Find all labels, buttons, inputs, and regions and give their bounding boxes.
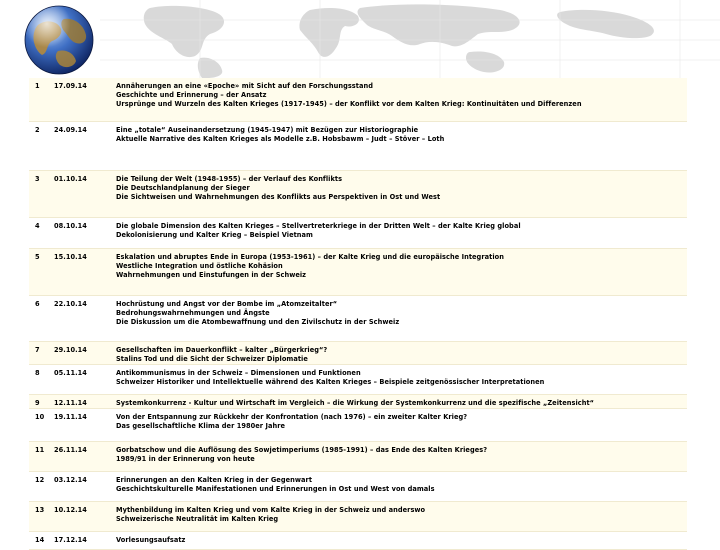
topic-line: Schweizer Historiker und Intellektuelle während des Kalten Krieges – Beispiele zeitgenössischer Interpretationen bbox=[116, 378, 545, 387]
topic-line: Eskalation und abruptes Ende in Europa (1953-1961) – der Kalte Krieg und die europäische Integration bbox=[116, 252, 504, 261]
session-date: 17.09.14 bbox=[51, 78, 113, 121]
topic-line: Geschichte und Erinnerung – der Ansatz bbox=[116, 91, 267, 100]
topic-line: Gorbatschow und die Auflösung des Sowjetimperiums (1985-1991) – das Ende des Kalten Krieges? bbox=[116, 446, 488, 455]
topic-line: Die Sichtweisen und Wahrnehmungen des Konflikts aus Perspektiven in Ost und West bbox=[116, 192, 441, 201]
session-topic bbox=[113, 217, 687, 248]
session-number: 14 bbox=[29, 532, 51, 550]
topic-line: Gesellschaften im Dauerkonflikt – kalter „Bürgerkrieg“? bbox=[116, 345, 328, 354]
topic-line: Stalins Tod und die Sicht der Schweizer Diplomatie bbox=[116, 354, 308, 363]
session-number: 9 bbox=[29, 394, 51, 408]
session-topic bbox=[113, 170, 687, 217]
topic-line: Vorlesungsaufsatz bbox=[116, 536, 186, 545]
session-date: 01.10.14 bbox=[51, 170, 113, 217]
topic-line: Das gesellschaftliche Klima der 1980er Jahre bbox=[116, 422, 286, 431]
session-topic bbox=[113, 394, 687, 408]
session-number: 13 bbox=[29, 502, 51, 532]
topic-line: Bedrohungswahrnehmungen und Ängste bbox=[116, 308, 270, 317]
session-date: 29.10.14 bbox=[51, 341, 113, 364]
table-row bbox=[29, 217, 687, 248]
topic-line: Systemkonkurrenz - Kultur und Wirtschaft im Vergleich – die Wirkung der Systemkonkurrenz und die spezifische „Zeitensicht“ bbox=[116, 398, 595, 407]
schedule-body bbox=[29, 78, 687, 550]
session-date: 26.11.14 bbox=[51, 442, 113, 472]
session-topic bbox=[113, 502, 687, 532]
session-number: 1 bbox=[29, 78, 51, 121]
topic-line: Schweizerische Neutralität im Kalten Krieg bbox=[116, 515, 279, 524]
session-number: 8 bbox=[29, 364, 51, 394]
session-topic bbox=[113, 409, 687, 442]
session-number: 12 bbox=[29, 472, 51, 502]
session-number: 3 bbox=[29, 170, 51, 217]
table-row bbox=[29, 341, 687, 364]
session-number: 4 bbox=[29, 217, 51, 248]
topic-line: Eine „totale“ Auseinandersetzung (1945-1947) mit Bezügen zur Historiographie bbox=[116, 125, 419, 134]
session-date: 03.12.14 bbox=[51, 472, 113, 502]
table-row bbox=[29, 394, 687, 408]
table-row bbox=[29, 409, 687, 442]
session-topic bbox=[113, 295, 687, 341]
topic-line: Die Teilung der Welt (1948-1955) – der Verlauf des Konflikts bbox=[116, 174, 343, 183]
session-date: 12.11.14 bbox=[51, 394, 113, 408]
lecture-schedule-table bbox=[29, 78, 687, 550]
session-date: 08.10.14 bbox=[51, 217, 113, 248]
session-number: 2 bbox=[29, 121, 51, 170]
session-number: 11 bbox=[29, 442, 51, 472]
globe-icon bbox=[24, 5, 94, 75]
table-row bbox=[29, 121, 687, 170]
table-row bbox=[29, 364, 687, 394]
topic-line: Westliche Integration und östliche Kohäsion bbox=[116, 261, 283, 270]
topic-line: Die Diskussion um die Atombewaffnung und den Zivilschutz in der Schweiz bbox=[116, 317, 400, 326]
session-date: 19.11.14 bbox=[51, 409, 113, 442]
session-date: 24.09.14 bbox=[51, 121, 113, 170]
topic-line: Aktuelle Narrative des Kalten Krieges als Modelle z.B. Hobsbawm – Judt – Stöver – Loth bbox=[116, 134, 445, 143]
session-topic bbox=[113, 472, 687, 502]
topic-line: Erinnerungen an den Kalten Krieg in der Gegenwart bbox=[116, 476, 313, 485]
session-topic bbox=[113, 442, 687, 472]
topic-line: Die Deutschlandplanung der Sieger bbox=[116, 183, 250, 192]
session-date: 05.11.14 bbox=[51, 364, 113, 394]
topic-line: Mythenbildung im Kalten Krieg und vom Kalte Krieg in der Schweiz und anderswo bbox=[116, 506, 426, 515]
session-number: 10 bbox=[29, 409, 51, 442]
topic-line: Antikommunismus in der Schweiz – Dimensionen und Funktionen bbox=[116, 368, 361, 377]
session-number: 7 bbox=[29, 341, 51, 364]
session-topic bbox=[113, 364, 687, 394]
table-row bbox=[29, 170, 687, 217]
header-banner bbox=[0, 0, 720, 78]
topic-line: Wahrnehmungen und Einstufungen in der Schweiz bbox=[116, 270, 307, 279]
session-topic bbox=[113, 532, 687, 550]
topic-line: Geschichtskulturelle Manifestationen und Erinnerungen in Ost und West von damals bbox=[116, 485, 435, 494]
table-row bbox=[29, 502, 687, 532]
session-topic bbox=[113, 78, 687, 121]
session-date: 15.10.14 bbox=[51, 248, 113, 295]
world-map-watermark bbox=[0, 0, 720, 78]
session-number: 6 bbox=[29, 295, 51, 341]
table-row bbox=[29, 295, 687, 341]
topic-line: Von der Entspannung zur Rückkehr der Konfrontation (nach 1976) – ein zweiter Kalter Krieg? bbox=[116, 413, 468, 422]
session-topic bbox=[113, 121, 687, 170]
session-topic bbox=[113, 248, 687, 295]
session-number: 5 bbox=[29, 248, 51, 295]
topic-line: Hochrüstung und Angst vor der Bombe im „Atomzeitalter“ bbox=[116, 299, 338, 308]
table-row bbox=[29, 532, 687, 550]
session-date: 10.12.14 bbox=[51, 502, 113, 532]
table-row bbox=[29, 472, 687, 502]
topic-line: Ursprünge und Wurzeln des Kalten Krieges (1917-1945) – der Konflikt vor dem Kalten Krieg: Kontinuitäten und Differenzen bbox=[116, 100, 582, 109]
session-date: 22.10.14 bbox=[51, 295, 113, 341]
topic-line: 1989/91 in der Erinnerung von heute bbox=[116, 455, 255, 464]
table-row bbox=[29, 248, 687, 295]
table-row bbox=[29, 78, 687, 121]
session-date: 17.12.14 bbox=[51, 532, 113, 550]
table-row bbox=[29, 442, 687, 472]
session-topic bbox=[113, 341, 687, 364]
topic-line: Die globale Dimension des Kalten Krieges – Stellvertreterkriege in der Dritten Welt – der Kalte Krieg global bbox=[116, 221, 521, 230]
topic-line: Annäherungen an eine «Epoche» mit Sicht auf den Forschungsstand bbox=[116, 82, 374, 90]
topic-line: Dekolonisierung und Kalter Krieg – Beispiel Vietnam bbox=[116, 230, 313, 239]
